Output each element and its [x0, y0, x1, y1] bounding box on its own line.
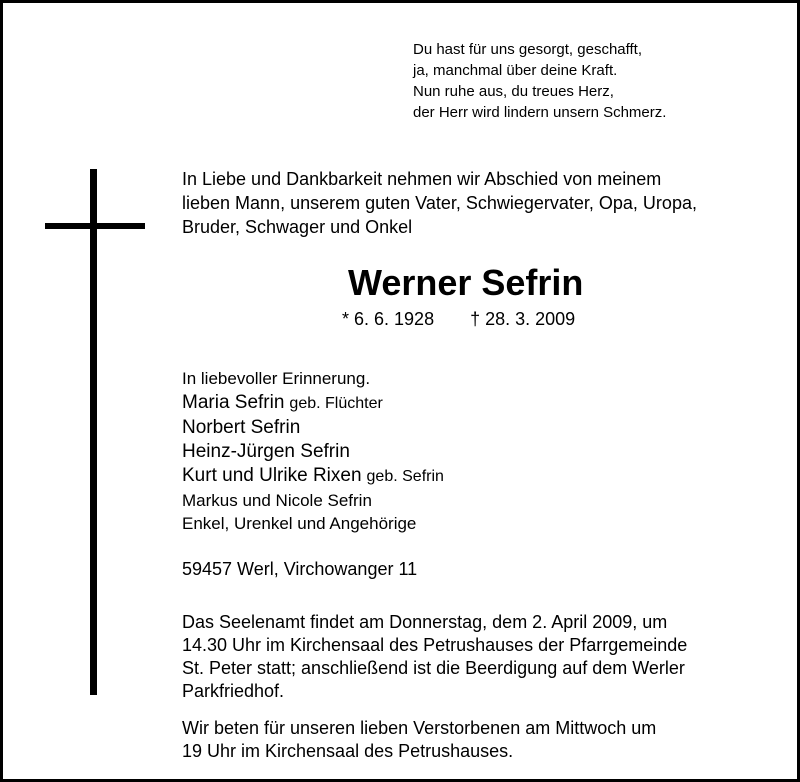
- mourner-entry: [182, 512, 444, 535]
- poem-line: Nun ruhe aus, du treues Herz,: [413, 83, 614, 100]
- memory-line: In liebevoller Erinnerung.: [182, 369, 371, 388]
- mourner-entry: [182, 440, 444, 464]
- address: 59457 Werl, Virchowanger 11: [182, 559, 418, 579]
- poem-line: Du hast für uns gesorgt, geschafft,: [413, 41, 643, 58]
- funeral-line: 14.30 Uhr im Kirchensaal des Petrushauses der Pfarrgemeinde: [182, 635, 688, 655]
- mourner-entry: [182, 391, 444, 416]
- cross-vertical-bar: [90, 169, 97, 695]
- intro-line: In Liebe und Dankbarkeit nehmen wir Abschied von meinem: [182, 169, 662, 189]
- mourner-entry: [182, 464, 444, 489]
- mourner-entry: [182, 489, 444, 512]
- mourner-name: Maria Sefrin: [182, 392, 285, 413]
- maiden-name: geb. Sefrin: [366, 468, 444, 485]
- intro-line: lieben Mann, unserem guten Vater, Schwiegervater, Opa, Uropa,: [182, 193, 697, 213]
- funeral-info: [182, 611, 687, 703]
- funeral-line: St. Peter statt; anschließend ist die Beerdigung auf dem Werler: [182, 658, 685, 678]
- prayer-line: 19 Uhr im Kirchensaal des Petrushauses.: [182, 741, 514, 761]
- mourner-name: Enkel, Urenkel und Angehörige: [182, 514, 417, 533]
- deceased-name: Werner Sefrin: [348, 262, 584, 303]
- funeral-line: Das Seelenamt findet am Donnerstag, dem 2. April 2009, um: [182, 612, 668, 632]
- mourner-name: Kurt und Ulrike Rixen: [182, 465, 362, 486]
- mourner-entry: [182, 416, 444, 440]
- mourner-name: Markus und Nicole Sefrin: [182, 491, 372, 510]
- birth-date: * 6. 6. 1928: [342, 309, 435, 329]
- intro-line: Bruder, Schwager und Onkel: [182, 217, 413, 237]
- mourners-list: [182, 391, 444, 535]
- mourner-name: Heinz-Jürgen Sefrin: [182, 441, 350, 462]
- cross-horizontal-bar: [45, 223, 145, 229]
- maiden-name: geb. Flüchter: [289, 395, 383, 412]
- prayer-line: Wir beten für unseren lieben Verstorbenen am Mittwoch um: [182, 718, 657, 738]
- prayer-info: [182, 717, 656, 763]
- life-dates: [342, 307, 575, 331]
- poem-line: ja, manchmal über deine Kraft.: [413, 62, 618, 79]
- death-date: † 28. 3. 2009: [470, 309, 576, 329]
- poem-line: der Herr wird lindern unsern Schmerz.: [413, 104, 667, 121]
- intro-text: [182, 167, 697, 239]
- funeral-line: Parkfriedhof.: [182, 681, 285, 701]
- poem: [413, 39, 666, 123]
- mourner-name: Norbert Sefrin: [182, 417, 301, 438]
